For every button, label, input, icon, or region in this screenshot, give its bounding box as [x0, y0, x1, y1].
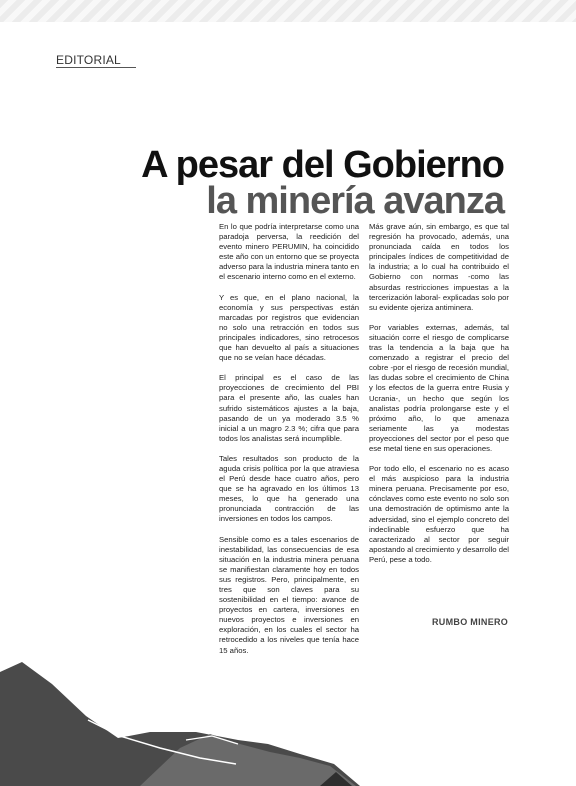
- section-underline: [56, 67, 136, 68]
- paragraph: El principal es el caso de las proyecciones de crecimiento del PBI para el presente año, las cuales han sufrido sistemáticos ajustes a la baja, pasando de un ya moderado 3.5 % inicial a un magro 2.3 %; cifra que para todos los analistas será incumplible.: [219, 373, 359, 443]
- article-column-1: [219, 222, 359, 666]
- paragraph: Por todo ello, el escenario no es acaso el más auspicioso para la industria minera peruana. Precisamente por eso, cónclaves como este evento no solo son una demostración de optimismo ante la adversidad, sino el ejemplo concreto del indeclinable esfuerzo que ha caracterizado al sector por seguir apostando al crecimiento y desarrollo del Perú, pese a todo.: [369, 464, 509, 564]
- top-stripe-band: [0, 0, 576, 22]
- headline-line-1: A pesar del Gobierno: [141, 144, 504, 186]
- paragraph: Tales resultados son producto de la aguda crisis política por la que atraviesa el Perú desde hace cuatro años, pero que se ha agravado en los últimos 13 meses, lo que ha generado una pronunciada contracción de las inversiones en todos los campos.: [219, 453, 359, 524]
- paragraph: En lo que podría interpretarse como una paradoja perversa, la reedición del evento minero PERUMIN, ha coincidido este año con un entorno que se proyecta adverso para la industria minera tanto en el escenario interno como en el externo.: [219, 222, 359, 282]
- mountain-illustration: [0, 640, 576, 786]
- author-signature: RUMBO MINERO: [432, 617, 509, 627]
- paragraph: Sensible como es a tales escenarios de inestabilidad, las consecuencias de esa situación en la industria minera peruana se manifiestan claramente hoy en todos sus registros. Pero, principalmente, en tres que son claves para su sostenibilidad en el tiempo: avance de proyectos en cartera, inversiones en nuevos proyectos e inversiones en exploración, en los cuales el sector ha retrocedido a los niveles que tenía hace 15 años.: [219, 534, 359, 655]
- paragraph: Por variables externas, además, tal situación corre el riesgo de complicarse tras la tendencia a la baja que ha comenzado a registrar el precio del cobre -por el riesgo de recesión mundial, las dudas sobre el crecimiento de China y los efectos de la guerra entre Rusia y Ucrania-, un hecho que según los analistas podría prolongarse este y el próximo año, lo que amenaza seriamente las ya modestas proyecciones del sector por el peso que ese metal tiene en sus operaciones.: [369, 322, 509, 453]
- paragraph: Más grave aún, sin embargo, es que tal regresión ha provocado, además, una pronunciada caída en todos los principales índices de competitividad de la industria; a lo cual ha contribuido el Gobierno con normas -como las absurdas restricciones impuestas a la tercerización laboral- explicadas solo por su evidente ojeriza antiminera.: [369, 222, 509, 312]
- section-label: EDITORIAL: [56, 53, 121, 67]
- headline-line-2: la minería avanza: [206, 180, 504, 222]
- article-column-2: [369, 222, 509, 575]
- paragraph: Y es que, en el plano nacional, la economía y sus perspectivas están marcadas por registros que evidencian no solo una retracción en todos sus principales indicadores, sino retrocesos que han devuelto al país a situaciones que no se veían hace décadas.: [219, 292, 359, 363]
